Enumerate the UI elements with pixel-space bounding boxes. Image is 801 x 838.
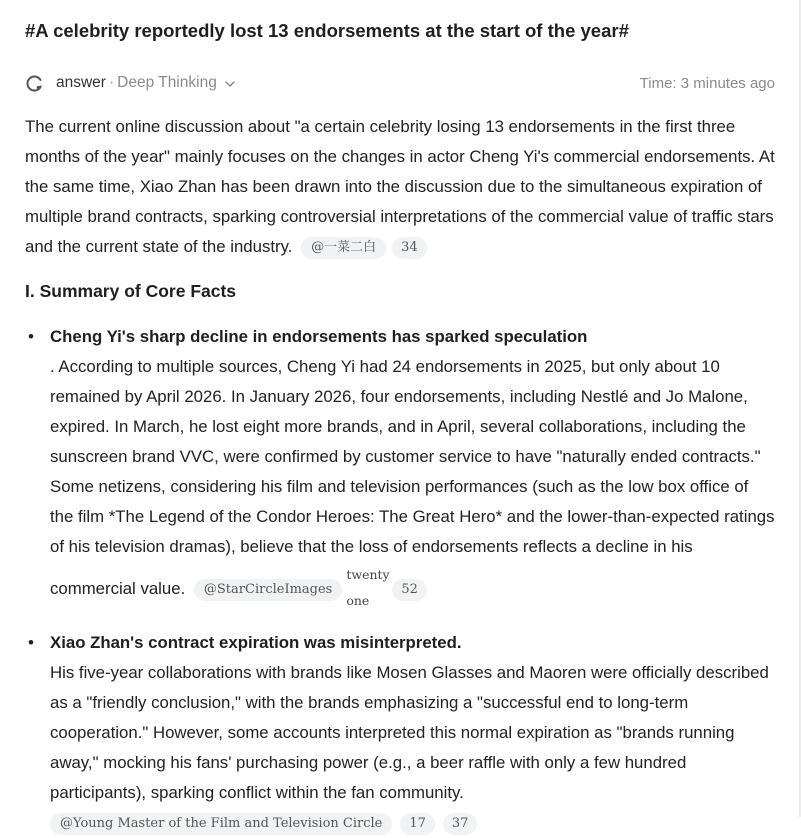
reference-count-chip[interactable]: 34	[392, 237, 427, 259]
deep-thinking-toggle[interactable]: Deep Thinking	[117, 74, 217, 91]
intro-paragraph	[25, 112, 775, 262]
intro-text: The current online discussion about "a certain celebrity losing 13 endorsements in the first three months of the year" mainly focuses on the changes in actor Cheng Yi's commercial endorsements. At the same time, Xiao Zhan has been drawn into the discussion due to the simultaneous expiration of multiple brand contracts, sparking controversial interpretations of the commercial value of traffic stars and the current state of the industry.	[25, 117, 775, 256]
separator: ·	[108, 74, 115, 91]
answer-bar	[25, 72, 775, 94]
bullet-title: Xiao Zhan's contract expiration was misinterpreted.	[50, 633, 462, 652]
bullet-body	[50, 352, 775, 614]
chevron-down-icon[interactable]	[224, 77, 236, 89]
list-item	[25, 628, 775, 838]
core-facts-list	[25, 322, 775, 838]
page-title: #A celebrity reportedly lost 13 endorsements at the start of the year#	[25, 20, 629, 41]
bullet-body-text: . According to multiple sources, Cheng Yi had 24 endorsements in 2025, but only about 10 remained by April 2026. In January 2026, four endorsements, including Nestlé and Jo Malone, expired. In March, he lost eight more brands, and in April, several collaborations, including the sunscreen brand VVC, were confirmed by customer service to have "naturally ended contracts." Some netizens, considering his film and television performances (such as the low box office of the film *The Legend of the Condor Heroes: The Great Hero* and the lower-than-expected ratings of his television dramas), believe that the loss of endorsements reflects a decline in his commercial value.	[50, 357, 775, 598]
source-citation-chip[interactable]: @StarCircleImages	[194, 579, 342, 601]
reference-count-chip[interactable]: 52	[392, 579, 427, 601]
timestamp: Time: 3 minutes ago	[639, 74, 775, 92]
list-item	[25, 322, 775, 614]
source-citation-chip[interactable]: @一菜二白	[301, 237, 386, 259]
section-heading: I. Summary of Core Facts	[25, 281, 237, 301]
citation-row	[50, 808, 775, 838]
loading-spinner-icon	[25, 74, 44, 93]
bullet-body: His five-year collaborations with brands like Mosen Glasses and Maoren were officially described as a "friendly conclusion," with the brands emphasizing a "successful end to long-term cooperation." However, some accounts interpreted this normal expiration as "brands running away," mocking his fans' purchasing power (e.g., a beer raffle with only a few hundred participants), sparking conflict within the fan community.	[50, 663, 769, 802]
reference-label[interactable]	[346, 562, 390, 614]
reference-count-chip[interactable]: 17	[400, 813, 435, 835]
bullet-title: Cheng Yi's sharp decline in endorsements has sparked speculation	[50, 327, 588, 346]
reference-label-top: twenty	[346, 567, 390, 582]
answer-label: answer	[56, 74, 106, 91]
reference-count-chip[interactable]: 37	[443, 813, 478, 835]
source-citation-chip[interactable]: @Young Master of the Film and Television Circle	[50, 813, 392, 835]
reference-label-bottom: one	[346, 593, 370, 608]
